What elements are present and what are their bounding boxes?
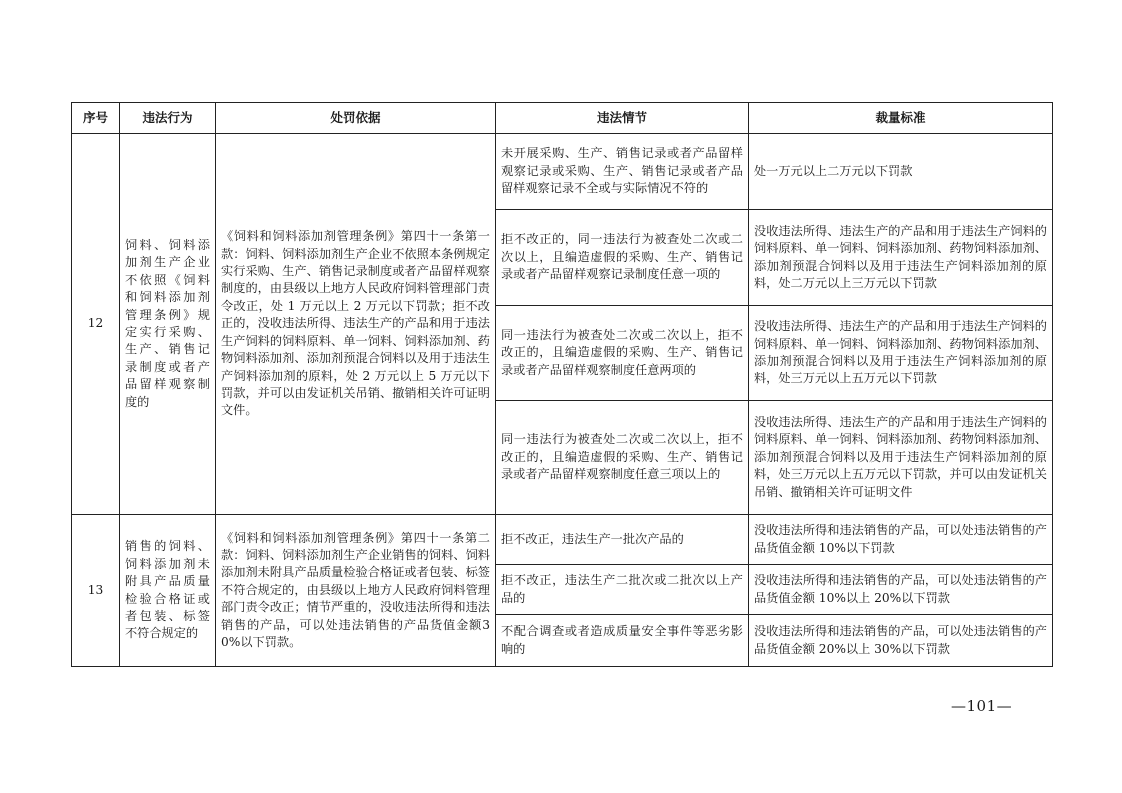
violation-circumstance: 未开展采购、生产、销售记录或者产品留样观察记录或采购、生产、销售记录或者产品留样观察记录不全或与实际情况不符的 — [496, 134, 749, 210]
header-basis: 处罚依据 — [216, 103, 496, 134]
header-act: 违法行为 — [120, 103, 216, 134]
violation-circumstance: 不配合调查或者造成质量安全事件等恶劣影响的 — [496, 615, 749, 667]
header-circumstance: 违法情节 — [496, 103, 749, 134]
discretion-standard: 没收违法所得和违法销售的产品，可以处违法销售的产品货值金额 10%以上 20%以下罚款 — [749, 565, 1053, 615]
violation-act: 销售的饲料、饲料添加剂未附具产品质量检验合格证或者包装、标签不符合规定的 — [120, 515, 216, 667]
discretion-standard: 没收违法所得、违法生产的产品和用于违法生产饲料的饲料原料、单一饲料、饲料添加剂、药物饲料添加剂、添加剂预混合饲料以及用于违法生产饲料添加剂的原料，处二万元以上三万元以下罚款 — [749, 210, 1053, 306]
page-number: —101— — [951, 697, 1013, 715]
discretion-standard: 处一万元以上二万元以下罚款 — [749, 134, 1053, 210]
table-header-row — [72, 103, 1053, 134]
header-standard: 裁量标准 — [749, 103, 1053, 134]
penalty-basis: 《饲料和饲料添加剂管理条例》第四十一条第一款：饲料、饲料添加剂生产企业不依照本条例规定实行采购、生产、销售记录制度或者产品留样观察制度的，由县级以上地方人民政府饲料管理部门责令改正，处 1 万元以上 2 万元以下罚款；拒不改正的，没收违法所得、违法生产的产品和用于违法生产饲料的饲料原料、单一饲料、饲料添加剂、药物饲料添加剂、添加剂预混合饲料以及用于违法生产饲料添加剂的原料，处 2 万元以上 5 万元以下罚款，并可以由发证机关吊销、撤销相关许可证明文件。 — [216, 134, 496, 515]
table-row — [72, 134, 1053, 210]
header-no: 序号 — [72, 103, 120, 134]
table-row — [72, 515, 1053, 565]
violation-circumstance: 拒不改正的，同一违法行为被查处二次或二次以上，且编造虚假的采购、生产、销售记录或者产品留样观察记录制度任意一项的 — [496, 210, 749, 306]
violation-act: 饲料、饲料添加剂生产企业不依照《饲料和饲料添加剂管理条例》规定实行采购、生产、销售记录制度或者产品留样观察制度的 — [120, 134, 216, 515]
violation-circumstance: 拒不改正，违法生产二批次或二批次以上产品的 — [496, 565, 749, 615]
violation-circumstance: 同一违法行为被查处二次或二次以上，拒不改正的，且编造虚假的采购、生产、销售记录或者产品留样观察制度任意三项以上的 — [496, 401, 749, 515]
discretion-standard: 没收违法所得、违法生产的产品和用于违法生产饲料的饲料原料、单一饲料、饲料添加剂、药物饲料添加剂、添加剂预混合饲料以及用于违法生产饲料添加剂的原料，处三万元以上五万元以下罚款，并可以由发证机关吊销、撤销相关许可证明文件 — [749, 401, 1053, 515]
penalty-basis: 《饲料和饲料添加剂管理条例》第四十一条第二款：饲料、饲料添加剂生产企业销售的饲料、饲料添加剂未附具产品质量检验合格证或者包装、标签不符合规定的，由县级以上地方人民政府饲料管理部门责令改正；情节严重的，没收违法所得和违法销售的产品，可以处违法销售的产品货值金额30%以下罚款。 — [216, 515, 496, 667]
penalty-discretion-table — [71, 102, 1053, 667]
discretion-standard: 没收违法所得和违法销售的产品，可以处违法销售的产品货值金额 20%以上 30%以下罚款 — [749, 615, 1053, 667]
row-number: 13 — [72, 515, 120, 667]
row-number: 12 — [72, 134, 120, 515]
violation-circumstance: 同一违法行为被查处二次或二次以上，拒不改正的，且编造虚假的采购、生产、销售记录或者产品留样观察制度任意两项的 — [496, 306, 749, 401]
violation-circumstance: 拒不改正，违法生产一批次产品的 — [496, 515, 749, 565]
discretion-standard: 没收违法所得和违法销售的产品，可以处违法销售的产品货值金额 10%以下罚款 — [749, 515, 1053, 565]
discretion-standard: 没收违法所得、违法生产的产品和用于违法生产饲料的饲料原料、单一饲料、饲料添加剂、药物饲料添加剂、添加剂预混合饲料以及用于违法生产饲料添加剂的原料，处三万元以上五万元以下罚款 — [749, 306, 1053, 401]
